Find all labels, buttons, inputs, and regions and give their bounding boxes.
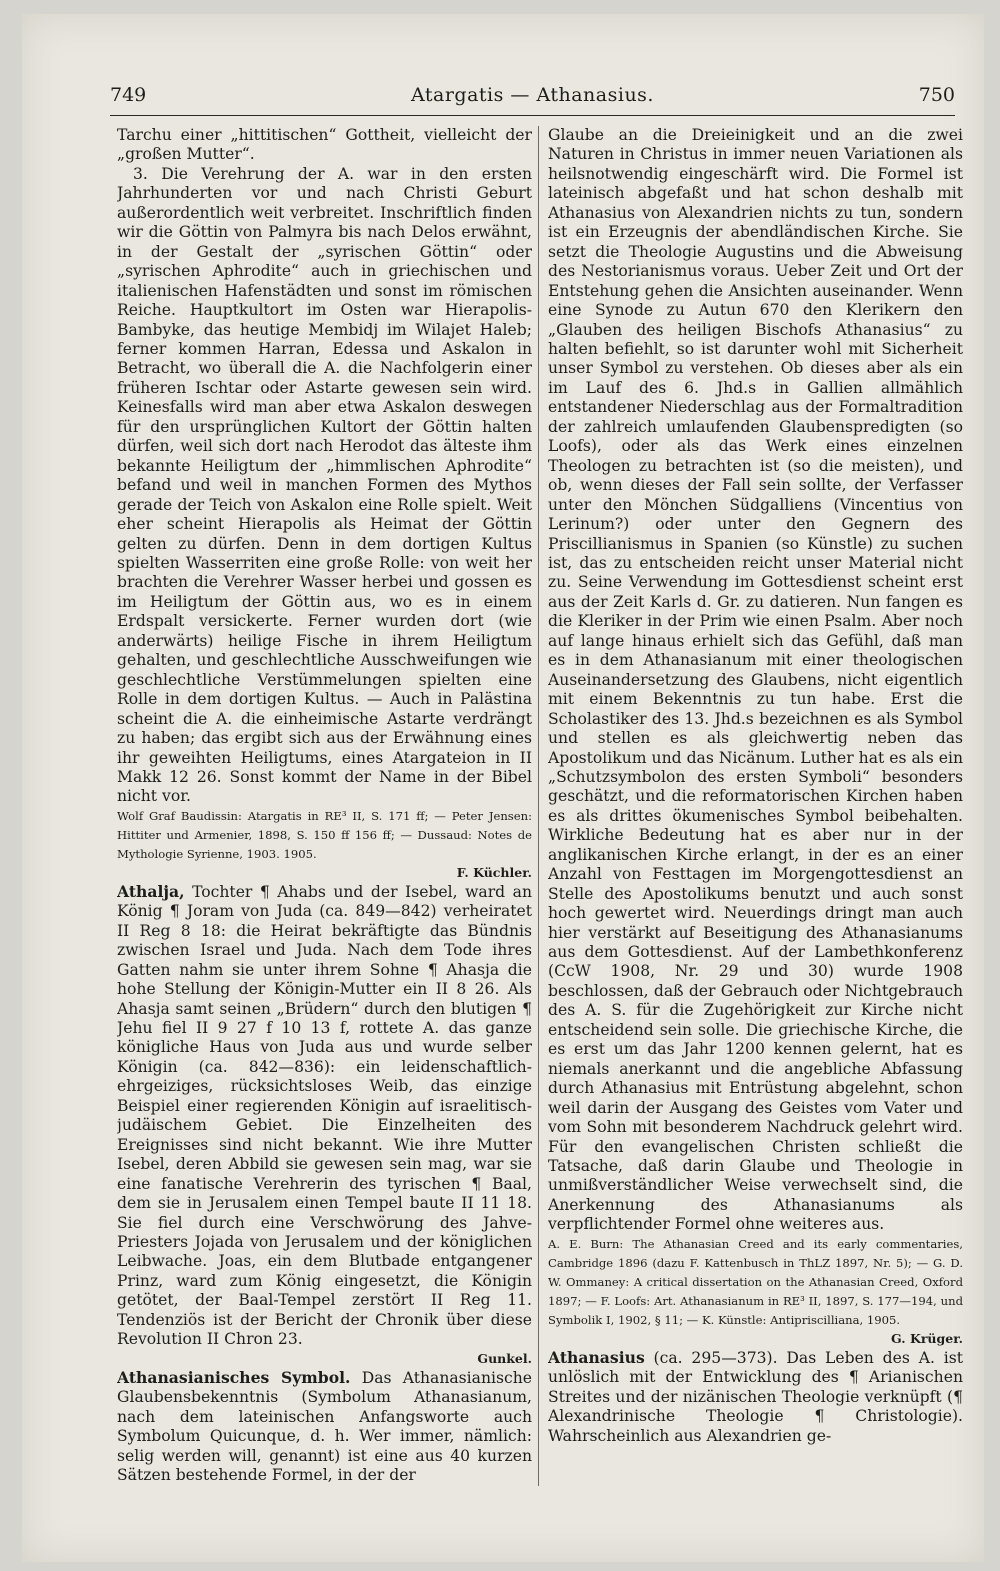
right-column — [548, 126, 963, 1511]
author-signature-krueger: G. Krüger. — [891, 1330, 963, 1346]
page-header — [110, 84, 955, 114]
column-divider — [538, 126, 539, 1486]
page-number-right: 750 — [918, 84, 955, 106]
entry-athalja — [117, 882, 532, 1350]
entry-symbol-text: Das Athanasianische Glaubensbekenntnis (Symbolum Athanasianum, nach dem lateinischen Anfangsworte auch Symbolum Quicunque, d. h. Wer immer, nämlich: selig werden will, genannt) ist eine aus 40 kurzen Sätzen bestehende Formel, in der der — [117, 1368, 532, 1484]
paragraph-continuation: Tarchu einer „hittitischen“ Gottheit, vielleicht der „großen Mutter“. — [117, 126, 532, 164]
running-title: Atargatis — Athanasius. — [411, 84, 654, 106]
page-number-left: 749 — [110, 84, 147, 106]
header-rule — [110, 115, 955, 116]
literature-references-symbol: A. E. Burn: The Athanasian Creed and its early commentaries, Cambridge 1896 (dazu F. Kattenbusch in ThLZ 1897, Nr. 5); — G. D. W. Ommaney: A critical dissertation on the Athanasian Creed, Oxford 1897; — F. Loofs: Art. Athanasianum in RE³ II, 1897, S. 177—194, und Symbolik I, 1902, § 11; — K. Künstle: Antipriscilliana, 1905. — [548, 1236, 963, 1327]
literature-references: Wolf Graf Baudissin: Atargatis in RE³ II, S. 171 ff; — Peter Jensen: Hittiter und Armenier, 1898, S. 150 ff 156 ff; — Dussaud: Notes de Mythologie Syrienne, 1903. 1905. — [117, 808, 532, 861]
lemma-athanasius: Athanasius — [548, 1347, 645, 1367]
entry-athanasian-symbol — [117, 1368, 532, 1486]
lemma-athanasian-symbol: Athanasianisches Symbol. — [117, 1367, 351, 1387]
entry-athanasius-text: (ca. 295—373). Das Leben des A. ist unlöslich mit der Entwicklung des ¶ Arianischen Streites und der nizänischen Theologie verknüpft (¶ Alexandrinische Theologie ¶ Christologie). Wahrscheinlich aus Alexandrien ge- — [548, 1348, 963, 1445]
lemma-athalja: Athalja, — [117, 881, 185, 901]
left-column — [117, 126, 532, 1511]
author-signature-gunkel: Gunkel. — [477, 1350, 532, 1366]
entry-athanasius — [548, 1348, 963, 1446]
author-signature: F. Küchler. — [456, 864, 532, 880]
paragraph-cult-spread: 3. Die Verehrung der A. war in den ersten Jahrhunderten vor und nach Christi Geburt außerordentlich weit verbreitet. Inschriftlich finden wir die Göttin von Palmyra bis nach Delos erwähnt, in der Gestalt der „syrischen Göttin“ oder „syrischen Aphrodite“ auch in griechischen und italienischen Hafenstädten und sonst im römischen Reiche. Hauptkultort im Osten war Hierapolis-Bambyke, das heutige Membidj im Wilajet Haleb; ferner kommen Harran, Edessa und Askalon in Betracht, wo überall die A. die Nachfolgerin einer früheren Ischtar oder Astarte gewesen sein wird. Keinesfalls wird man aber etwa Askalon deswegen für den ursprünglichen Kultort der Göttin halten dürfen, weil sich dort nach Herodot das älteste ihm bekannte Heiligtum der „himmlischen Aphrodite“ befand und weil in manchen Formen des Mythos gerade der Teich von Askalon eine Rolle spielt. Weit eher scheint Hierapolis als Heimat der Göttin gelten zu dürfen. Denn in dem dortigen Kultus spielten Wasserriten eine große Rolle: von weit her brachten die Verehrer Wasser herbei und gossen es im Heiligtum der Göttin aus, wo es in einem Erdspalt versickerte. Ferner wurden dort (wie anderwärts) heilige Fische in ihrem Heiligtum gehalten, und geschlechtliche Ausschweifungen wie geschlechtliche Verstümmelungen spielten eine Rolle in dem dortigen Kultus. — Auch in Palästina scheint die A. die einheimische Astarte verdrängt zu haben; das ergibt sich aus der Erwähnung eines ihr geweihten Heiligtums, eines Atargateion in II Makk 12 26. Sonst kommt der Name in der Bibel nicht vor. — [117, 164, 532, 806]
entry-athalja-text: Tochter ¶ Ahabs und der Isebel, ward an König ¶ Joram von Juda (ca. 849—842) verheiratet II Reg 8 18: die Heirat bekräftigte das Bündnis zwischen Israel und Juda. Nach dem Tode ihres Gatten nahm sie unter ihrem Sohne ¶ Ahasja die hohe Stellung der Königin-Mutter ein II 8 26. Als Ahasja samt seinen „Brüdern“ durch den blutigen ¶ Jehu fiel II 9 27 f 10 13 f, rottete A. das ganze königliche Haus von Juda aus und wurde selber Königin (ca. 842—836): ein leidenschaftlich-ehrgeiziges, rücksichtsloses Weib, das einzige Beispiel einer regierenden Königin auf israelitisch-judäischem Gebiet. Die Einzelheiten des Ereignisses sind nicht bekannt. Wie ihre Mutter Isebel, deren Abbild sie gewesen sein mag, war sie eine fanatische Verehrerin des tyrischen ¶ Baal, dem sie in Jerusalem einen Tempel baute II 11 18. Sie fiel durch eine Verschwörung des Jahve-Priesters Jojada von Jerusalem und der königlichen Leibwache. Joas, ein dem Blutbade entgangener Prinz, ward zum König eingesetzt, die Königin getötet, der Baal-Tempel zerstört II Reg 11. Tendenziös ist der Bericht der Chronik über diese Revolution II Chron 23. — [117, 882, 532, 1349]
paragraph-symbol-continuation: Glaube an die Dreieinigkeit und an die zwei Naturen in Christus in immer neuen Variationen als heilsnotwendig eingeschärft wird. Die Formel ist lateinisch abgefaßt und hat schon deshalb mit Athanasius von Alexandrien nichts zu tun, sondern ist ein Erzeugnis der abendländischen Kirche. Sie setzt die Theologie Augustins und die Abweisung des Nestorianismus voraus. Ueber Zeit und Ort der Entstehung gehen die Ansichten auseinander. Wenn eine Synode zu Autun 670 den Klerikern den „Glauben des heiligen Bischofs Athanasius“ zu halten befiehlt, so ist darunter wohl mit Sicherheit unser Symbol zu verstehen. Ob dieses aber als ein im Lauf des 6. Jhd.s in Gallien allmählich entstandener Niederschlag aus der Formaltradition der zahlreich umlaufenden Glaubenspredigten (so Loofs), oder als das Werk eines einzelnen Theologen zu betrachten ist (so die meisten), und ob, wenn dieses der Fall sein sollte, der Verfasser unter den Mönchen Südgalliens (Vincentius von Lerinum?) oder unter den Gegnern des Priscillianismus in Spanien (so Künstle) zu suchen ist, das zu entscheiden reicht unser Material nicht zu. Seine Verwendung im Gottesdienst scheint erst aus der Zeit Karls d. Gr. zu datieren. Nun fangen es die Kleriker in der Prim wie einen Psalm. Aber noch auf lange hinaus erhielt sich das Gefühl, daß man es in dem Athanasianum mit einer theologischen Auseinandersetzung des Glaubens, nicht eigentlich mit einem Bekenntnis zu tun habe. Erst die Scholastiker des 13. Jhd.s bezeichnen es als Symbol und stellen es als gleichwertig neben das Apostolikum und das Nicänum. Luther hat es als ein „Schutzsymbolon des ersten Symboli“ besonders geschätzt, und die reformatorischen Kirchen haben es als drittes ökumenisches Symbol beibehalten. Wirkliche Bedeutung hat es aber nur in der anglikanischen Kirche erlangt, in der es an einer Anzahl von Festtagen im Morgengottesdienst an Stelle des Apostolikums benutzt und auch sonst hoch gewertet wird. Neuerdings dringt man auch hier verstärkt auf Beseitigung des Athanasianums aus dem Gottesdienst. Auf der Lambethkonferenz (CcW 1908, Nr. 29 und 30) wurde 1908 beschlossen, daß der Gebrauch oder Nichtgebrauch des A. S. für die Zugehörigkeit zur Kirche nicht entscheidend sein solle. Die griechische Kirche, die es erst um das Jahr 1200 kennen gelernt, hat es niemals anerkannt und die angebliche Abfassung durch Athanasius mit Entrüstung abgelehnt, schon weil darin der Ausgang des Geistes vom Vater und vom Sohn mit besonderem Nachdruck gelehrt wird. Für den evangelischen Christen schließt die Tatsache, daß darin Glaube und Theologie in unmißverständlicher Weise verwechselt sind, die Anerkennung des Athanasianums als verpflichtender Formel ohne weiteres aus. — [548, 126, 963, 1234]
